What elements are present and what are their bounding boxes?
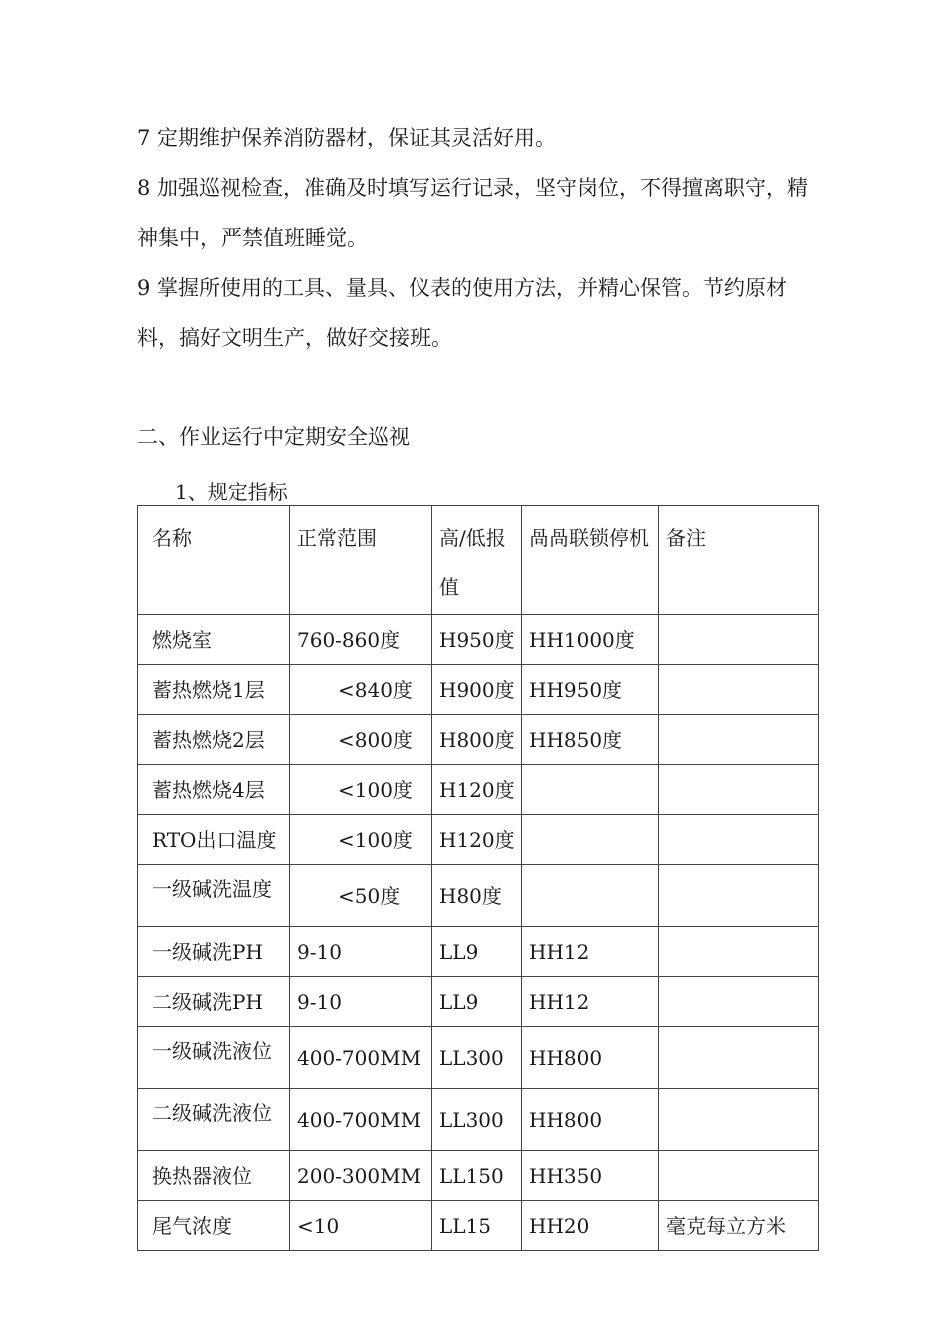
cell-alarm: LL300 bbox=[432, 1027, 522, 1089]
cell-remark bbox=[659, 865, 819, 927]
cell-name: 蓄热燃烧2层 bbox=[138, 715, 290, 765]
cell-interlock: HH800 bbox=[522, 1027, 659, 1089]
cell-remark bbox=[659, 977, 819, 1027]
cell-interlock: HH950度 bbox=[522, 665, 659, 715]
cell-remark: 毫克每立方米 bbox=[659, 1201, 819, 1251]
cell-range: <10 bbox=[290, 1201, 432, 1251]
cell-alarm: H120度 bbox=[432, 815, 522, 865]
cell-remark bbox=[659, 715, 819, 765]
header-high-low-alarm: 高/低报值 bbox=[432, 506, 522, 615]
cell-alarm: H80度 bbox=[432, 865, 522, 927]
cell-name: 一级碱洗温度 bbox=[138, 865, 290, 927]
subsection-title: 1、规定指标 bbox=[175, 480, 288, 504]
cell-interlock: HH12 bbox=[522, 977, 659, 1027]
cell-range: 400-700MM bbox=[290, 1089, 432, 1151]
cell-name: 换热器液位 bbox=[138, 1151, 290, 1201]
cell-name: 燃烧室 bbox=[138, 615, 290, 665]
header-remark: 备注 bbox=[659, 506, 819, 615]
table-row bbox=[138, 615, 819, 665]
cell-interlock: HH12 bbox=[522, 927, 659, 977]
cell-interlock: HH350 bbox=[522, 1151, 659, 1201]
cell-name: 二级碱洗液位 bbox=[138, 1089, 290, 1151]
table-row bbox=[138, 1151, 819, 1201]
cell-interlock: HH850度 bbox=[522, 715, 659, 765]
cell-name: 二级碱洗PH bbox=[138, 977, 290, 1027]
header-normal-range: 正常范围 bbox=[290, 506, 432, 615]
cell-alarm: H900度 bbox=[432, 665, 522, 715]
cell-remark bbox=[659, 665, 819, 715]
table-row bbox=[138, 1089, 819, 1151]
cell-interlock: HH1000度 bbox=[522, 615, 659, 665]
table-row bbox=[138, 1027, 819, 1089]
header-interlock-stop: 咼咼联锁停机 bbox=[522, 506, 659, 615]
cell-alarm: LL300 bbox=[432, 1089, 522, 1151]
cell-remark bbox=[659, 927, 819, 977]
cell-remark bbox=[659, 765, 819, 815]
cell-name: 一级碱洗PH bbox=[138, 927, 290, 977]
cell-range: <840度 bbox=[290, 665, 432, 715]
cell-range: <800度 bbox=[290, 715, 432, 765]
cell-name: 一级碱洗液位 bbox=[138, 1027, 290, 1089]
section-title: 二、作业运行中定期安全巡视 bbox=[137, 425, 410, 449]
cell-range: 200-300MM bbox=[290, 1151, 432, 1201]
cell-remark bbox=[659, 1089, 819, 1151]
cell-remark bbox=[659, 1027, 819, 1089]
cell-range: 9-10 bbox=[290, 927, 432, 977]
table-row bbox=[138, 977, 819, 1027]
cell-range: <100度 bbox=[290, 765, 432, 815]
cell-name: RTO出口温度 bbox=[138, 815, 290, 865]
cell-alarm: H120度 bbox=[432, 765, 522, 815]
cell-remark bbox=[659, 615, 819, 665]
cell-range: <100度 bbox=[290, 815, 432, 865]
header-name: 名称 bbox=[138, 506, 290, 615]
cell-alarm: H950度 bbox=[432, 615, 522, 665]
cell-alarm: LL9 bbox=[432, 927, 522, 977]
cell-name: 尾气浓度 bbox=[138, 1201, 290, 1251]
cell-alarm: LL150 bbox=[432, 1151, 522, 1201]
cell-interlock bbox=[522, 765, 659, 815]
table-row bbox=[138, 815, 819, 865]
table-row bbox=[138, 665, 819, 715]
paragraph-7: 7 定期维护保养消防器材，保证其灵活好用。 bbox=[137, 126, 557, 150]
cell-name: 蓄热燃烧4层 bbox=[138, 765, 290, 815]
cell-interlock bbox=[522, 815, 659, 865]
cell-remark bbox=[659, 1151, 819, 1201]
cell-range: <50度 bbox=[290, 865, 432, 927]
cell-interlock: HH800 bbox=[522, 1089, 659, 1151]
indicator-table bbox=[137, 505, 819, 1251]
table-row bbox=[138, 927, 819, 977]
cell-interlock: HH20 bbox=[522, 1201, 659, 1251]
cell-remark bbox=[659, 815, 819, 865]
cell-alarm: H800度 bbox=[432, 715, 522, 765]
cell-range: 400-700MM bbox=[290, 1027, 432, 1089]
cell-name: 蓄热燃烧1层 bbox=[138, 665, 290, 715]
table-row bbox=[138, 865, 819, 927]
table-row bbox=[138, 765, 819, 815]
table-row bbox=[138, 715, 819, 765]
cell-range: 9-10 bbox=[290, 977, 432, 1027]
paragraph-8: 8 加强巡视检查，准确及时填写运行记录，坚守岗位，不得擅离职守，精神集中，严禁值班睡觉。 bbox=[137, 176, 809, 250]
cell-interlock bbox=[522, 865, 659, 927]
table-row bbox=[138, 1201, 819, 1251]
cell-range: 760-860度 bbox=[290, 615, 432, 665]
paragraph-9: 9 掌握所使用的工具、量具、仪表的使用方法，并精心保管。节约原材料，搞好文明生产，做好交接班。 bbox=[137, 276, 788, 350]
table-header-row bbox=[138, 506, 819, 615]
cell-alarm: LL9 bbox=[432, 977, 522, 1027]
cell-alarm: LL15 bbox=[432, 1201, 522, 1251]
